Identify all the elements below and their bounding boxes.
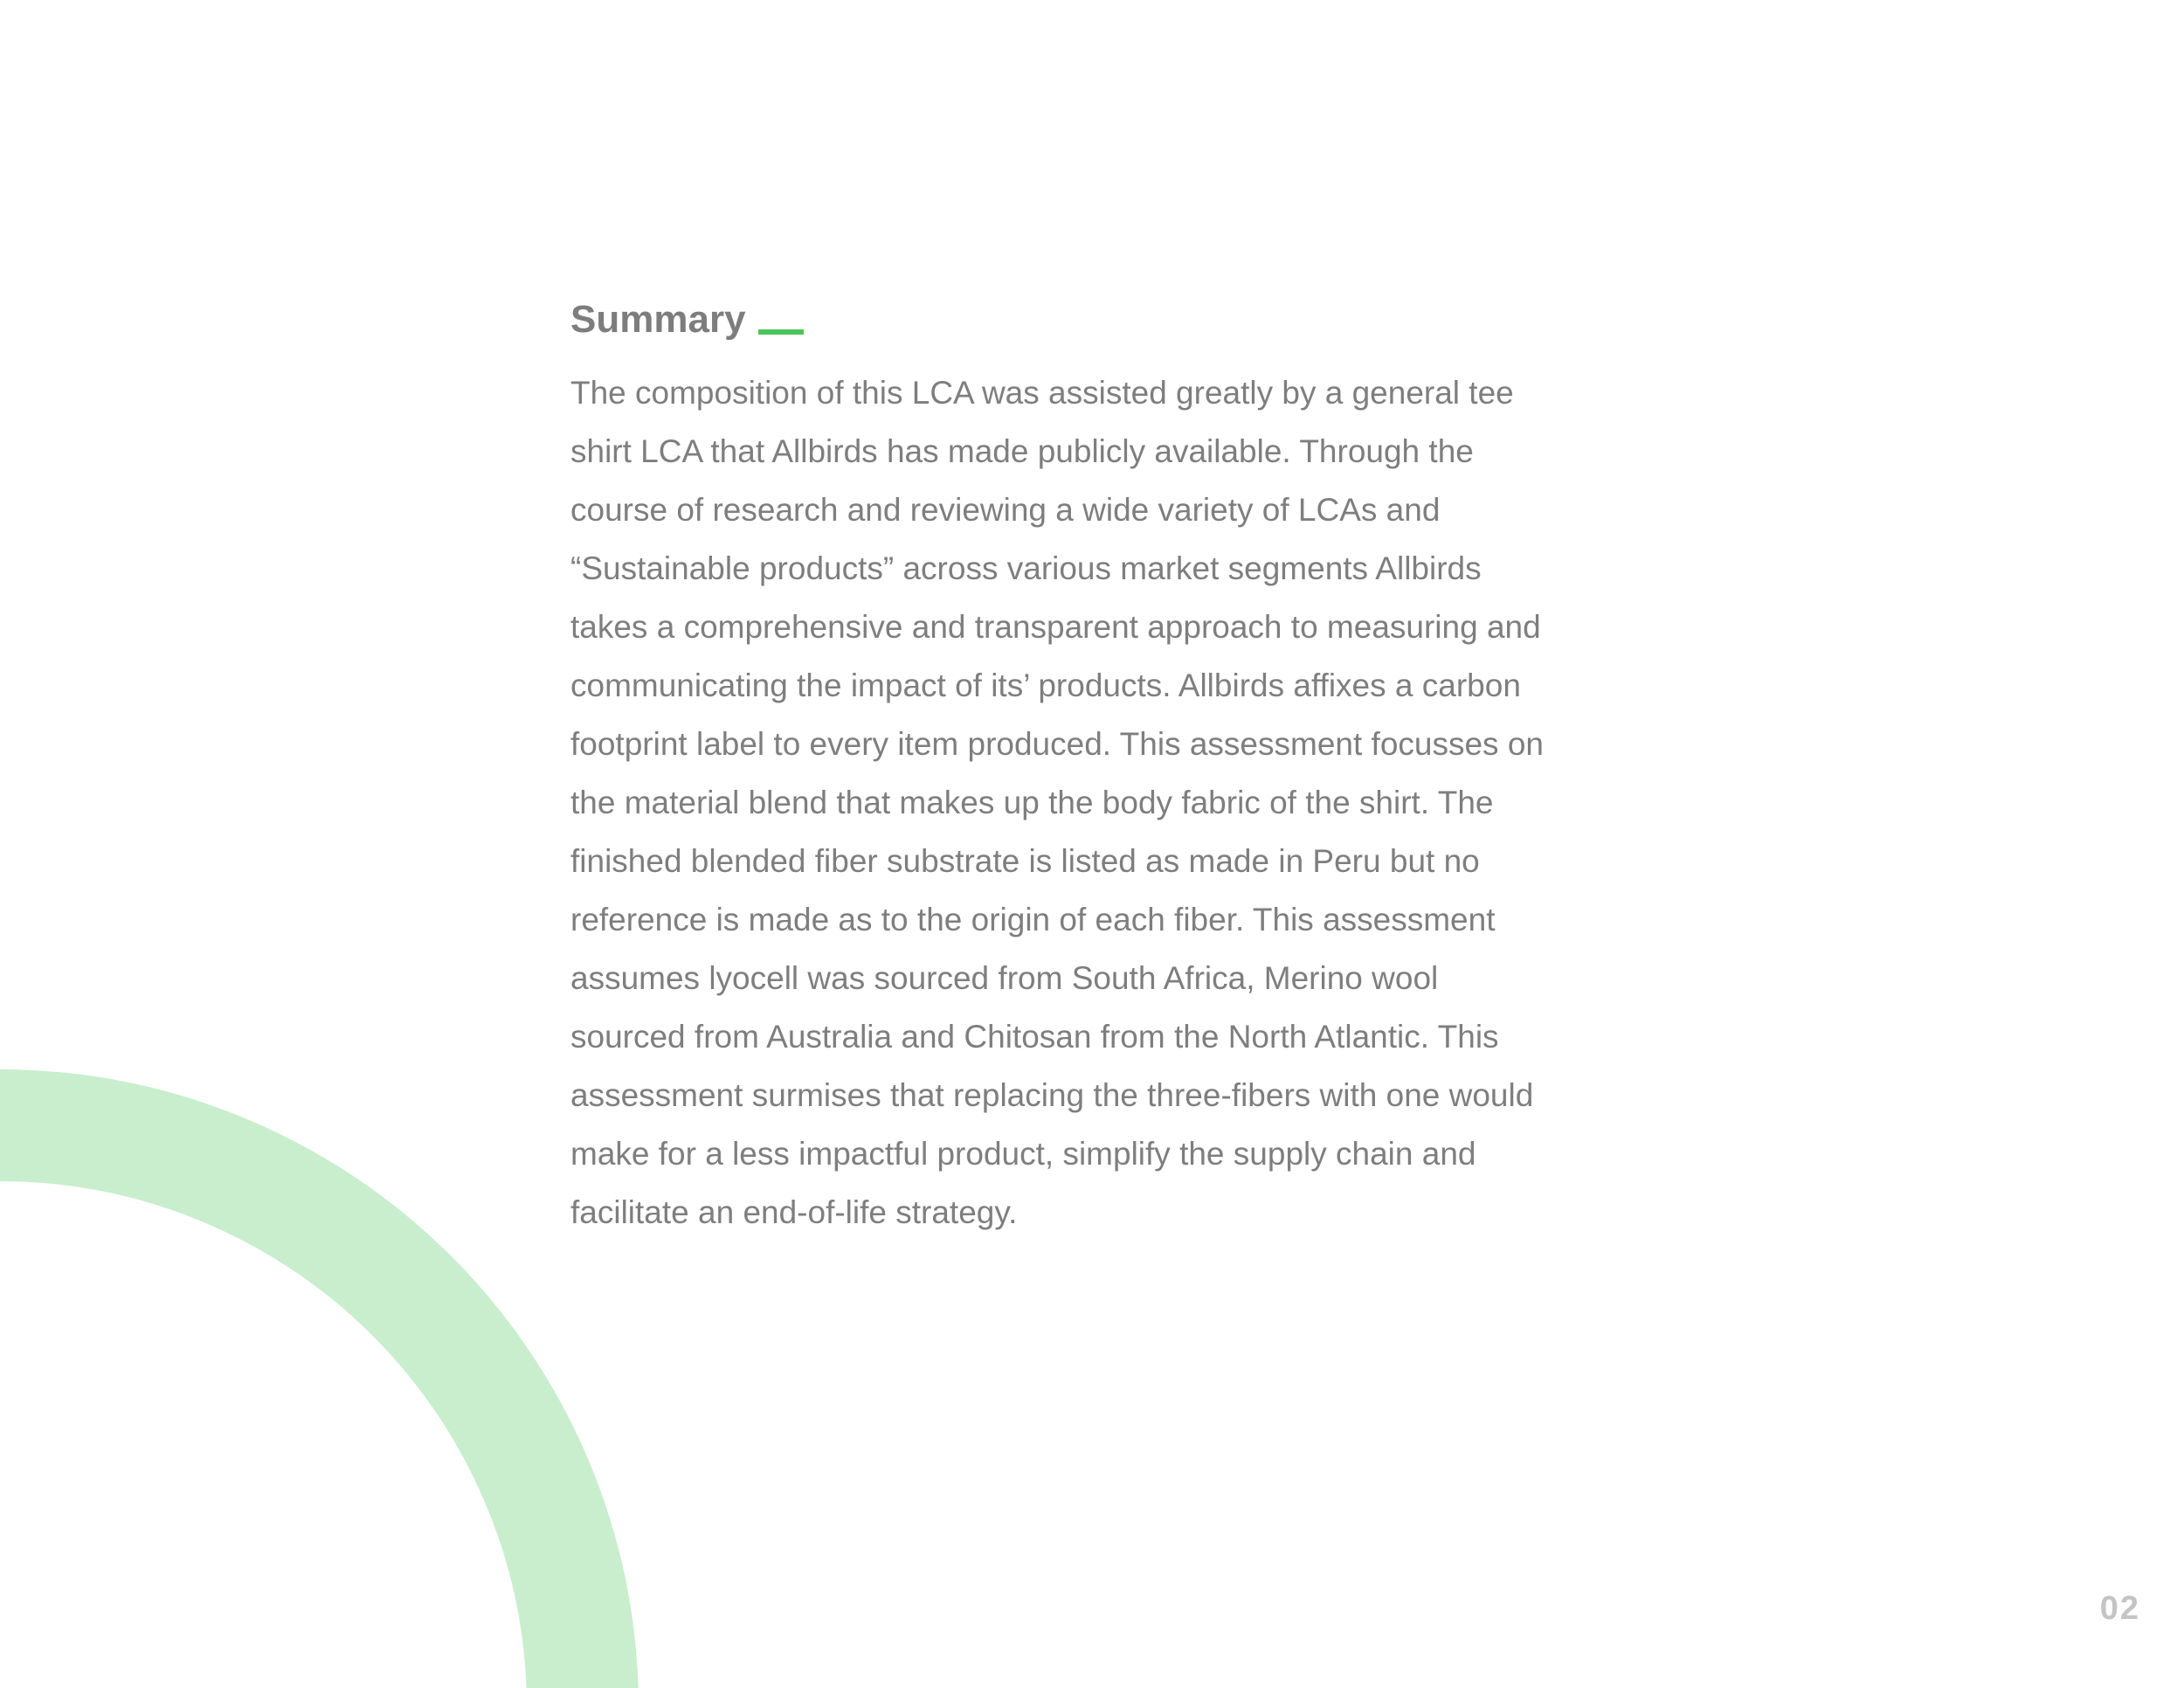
summary-line: communicating the impact of its’ products. Allbirds affixes a carbon bbox=[570, 668, 1521, 703]
summary-line: footprint label to every item produced. This assessment focusses on bbox=[570, 726, 1544, 762]
summary-line: facilitate an end-of-life strategy. bbox=[570, 1194, 1018, 1230]
summary-line: shirt LCA that Allbirds has made publicly available. Through the bbox=[570, 433, 1474, 469]
summary-heading: Summary bbox=[570, 298, 746, 341]
summary-line: “Sustainable products” across various market segments Allbirds bbox=[570, 550, 1482, 586]
summary-line: make for a less impactful product, simplify the supply chain and bbox=[570, 1136, 1476, 1172]
summary-line: course of research and reviewing a wide variety of LCAs and bbox=[570, 492, 1441, 528]
summary-section bbox=[570, 294, 1619, 1242]
summary-line: The composition of this LCA was assisted greatly by a general tee bbox=[570, 375, 1514, 411]
summary-line: takes a comprehensive and transparent approach to measuring and bbox=[570, 609, 1541, 645]
summary-line: assessment surmises that replacing the three-fibers with one would bbox=[570, 1077, 1534, 1113]
summary-line: assumes lyocell was sourced from South Africa, Merino wool bbox=[570, 960, 1439, 996]
summary-heading-row bbox=[570, 294, 1619, 346]
page-number: 02 bbox=[2099, 1590, 2140, 1627]
decorative-arc bbox=[0, 1069, 639, 1688]
summary-line: finished blended fiber substrate is listed as made in Peru but no bbox=[570, 843, 1480, 879]
summary-line: reference is made as to the origin of each fiber. This assessment bbox=[570, 902, 1496, 937]
summary-body bbox=[570, 363, 1619, 1242]
summary-line: the material blend that makes up the body fabric of the shirt. The bbox=[570, 785, 1494, 820]
heading-accent-bar bbox=[758, 329, 804, 335]
summary-line: sourced from Australia and Chitosan from the North Atlantic. This bbox=[570, 1019, 1499, 1055]
